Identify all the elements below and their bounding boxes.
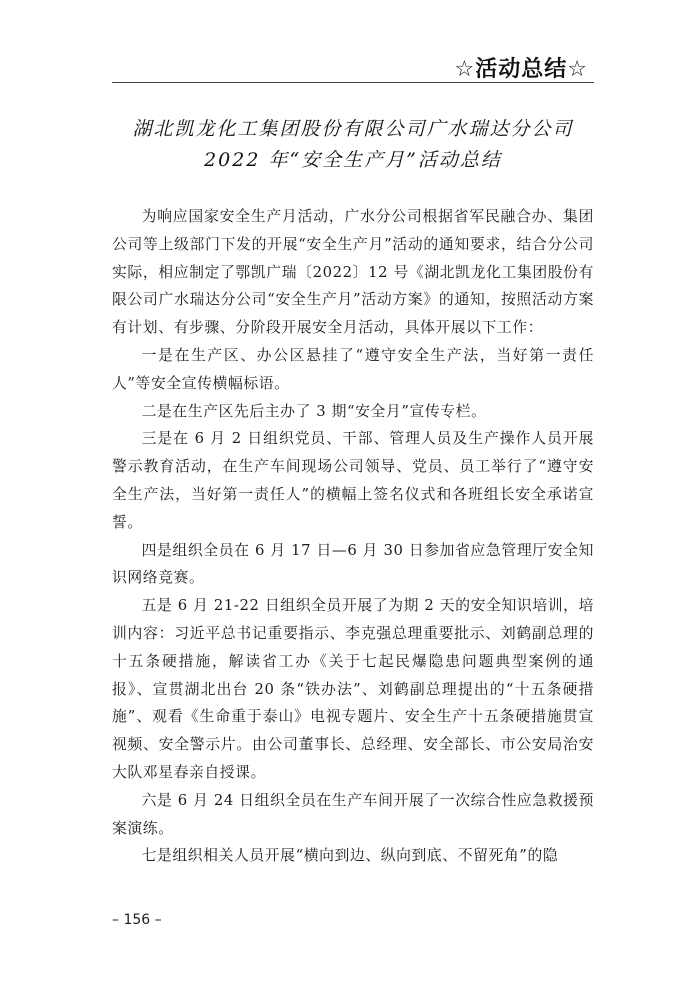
section-header-label: ☆活动总结☆ xyxy=(454,57,588,82)
header-divider xyxy=(112,82,594,83)
body-paragraph-item-6: 六是 6 月 24 日组织全员在生产车间开展了一次综合性应急救援预案演练。 xyxy=(112,791,594,837)
body-paragraph-item-7: 七是组织相关人员开展“横向到边、纵向到底、不留死角”的隐 xyxy=(141,847,559,865)
page-number: – 156 – xyxy=(112,912,162,928)
document-body xyxy=(112,203,594,870)
body-paragraph-intro: 为响应国家安全生产月活动，广水分公司根据省军民融合办、集团公司等上级部门下发的开展“安全生产月”活动的通知要求，结合分公司实际，相应制定了鄂凯广瑞〔2022〕12 号《湖北凯龙化工集团股份有限公司广水瑞达分公司“安全生产月”活动方案》的通知，按照活动方案有计划、有步骤、分阶段开展安全月活动，具体开展以下工作： xyxy=(112,208,594,337)
body-paragraph-item-3: 三是在 6 月 2 日组织党员、干部、管理人员及生产操作人员开展警示教育活动，在生产车间现场公司领导、党员、员工举行了“遵守安全生产法，当好第一责任人”的横幅上签名仪式和各班组长安全承诺宣誓。 xyxy=(112,430,594,531)
title-line-1: 湖北凯龙化工集团股份有限公司广水瑞达分公司 xyxy=(132,118,574,140)
body-paragraph-item-5: 五是 6 月 21-22 日组织全员开展了为期 2 天的安全知识培训，培训内容：习近平总书记重要指示、李克强总理重要批示、刘鹤副总理的十五条硬措施，解读省工办《关于七起民爆隐患问题典型案例的通报》、宣贯湖北出台 20 条“铁办法”、刘鹤副总理提出的“十五条硬措施”、观看《生命重于泰山》电视专题片、安全生产十五条硬措施贯宣视频、安全警示片。由公司董事长、总经理、安全部长、市公安局治安大队邓星春亲自授课。 xyxy=(112,597,594,781)
body-paragraph-item-1: 一是在生产区、办公区悬挂了“遵守安全生产法，当好第一责任人”等安全宣传横幅标语。 xyxy=(112,346,594,392)
body-paragraph-item-2: 二是在生产区先后主办了 3 期“安全月”宣传专栏。 xyxy=(141,402,487,420)
title-line-2: 2022 年“安全生产月”活动总结 xyxy=(204,149,502,171)
document-title xyxy=(112,114,594,176)
body-paragraph-item-4: 四是组织全员在 6 月 17 日—6 月 30 日参加省应急管理厅安全知识网络竞赛。 xyxy=(112,541,594,587)
